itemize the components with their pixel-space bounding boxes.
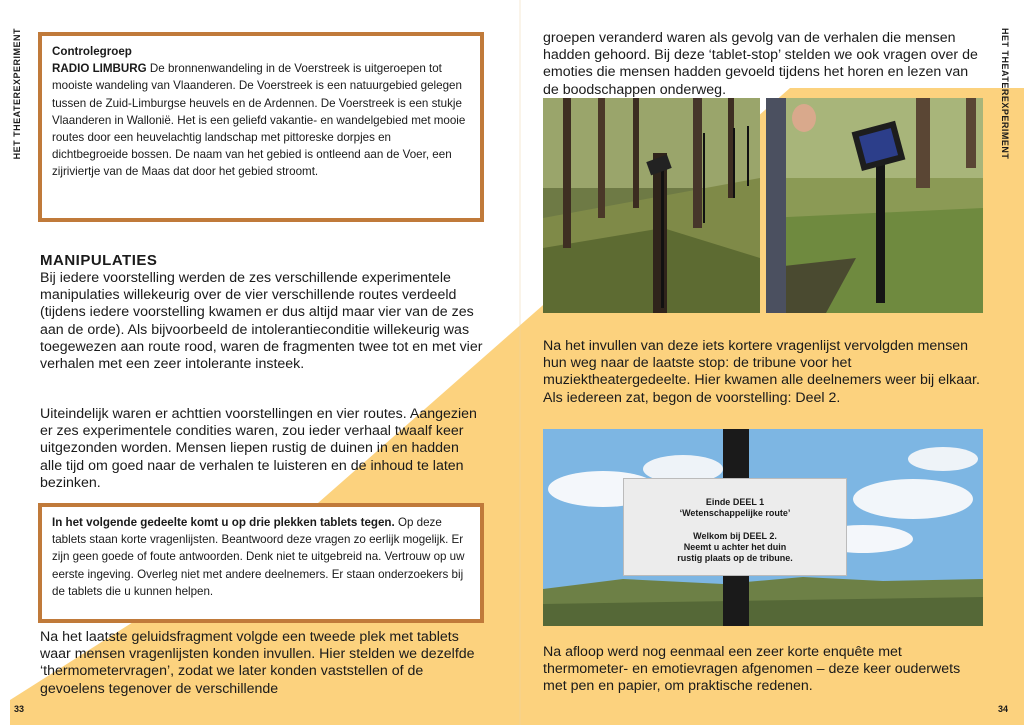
left-running-header: HET THEATEREXPERIMENT	[12, 28, 22, 160]
box-source: RADIO LIMBURG	[52, 62, 147, 76]
paragraph-geluidsfragment: Na het laatste geluidsfragment volgde een tweede plek met tablets waar mensen vragenlijsten konden invullen. Hier stelden we dezelfde ‘thermometervragen’, zodat we later konden vaststellen of de gevoelens tegenover de verschillende	[40, 629, 475, 697]
box-body	[52, 60, 470, 180]
controlegroep-box	[38, 32, 484, 222]
photo-forest-tablets	[543, 98, 760, 313]
box-title: Controlegroep	[52, 45, 132, 58]
section-heading: MANIPULATIES	[40, 252, 158, 269]
paragraph-afloop: Na afloop werd nog eenmaal een zeer korte enquête met thermometer- en emotievragen afgenomen – deze keer ouderwets met pen en papier, om praktische redenen.	[543, 644, 961, 695]
paragraph-tablet-stop: groepen veranderd waren als gevolg van de verhalen die mensen hadden gehoord. Bij deze ‘tablet-stop’ stelden we ook vragen over de emoties die mensen hadden gevoeld tijdens het horen en lezen van de boodschappen onderweg.	[543, 30, 978, 98]
paragraph-voorstellingen: Uiteindelijk waren er achttien voorstellingen en vier routes. Aangezien er zes experimentele condities waren, zou ieder verhaal twaalf keer uitgezonden worden. Mensen liepen rustig de duinen in en hadden alle tijd om goed naar de verhalen te luisteren en de inhoud te laten bezinken.	[40, 406, 477, 491]
sign-line-2: ‘Wetenschappelijke route’	[679, 508, 791, 518]
paragraph-tribune: Na het invullen van deze iets kortere vragenlijst vervolgden mensen hun weg naar de laatste stop: de tribune voor het muziektheatergedeelte. Hier kwamen alle deelnemers weer bij elkaar. Als iedereen zat, begon de voorstelling: Deel 2.	[543, 338, 980, 406]
sign-line-5: rustig plaats op de tribune.	[677, 553, 793, 563]
paragraph-manipulaties: Bij iedere voorstelling werden de zes verschillende experimentele manipulaties willekeurig over de vier verschillende routes verdeeld (tijdens iedere voorstelling kwamen er dus altijd maar vier van de zes aan de orde). Als bijvoorbeeld de intolerantieconditie willekeurig was toegewezen aan route rood, waren de fragmenten twee tot en met vier verhalen met een zeer intolerante insteek.	[40, 270, 483, 373]
sign-line-3: Welkom bij DEEL 2.	[693, 531, 777, 541]
sign-line-4: Neemt u achter het duin	[683, 542, 787, 552]
box2-text: Op deze tablets staan korte vragenlijsten. Beantwoord deze vragen zo eerlijk mogelijk. Er zijn geen goede of foute antwoorden. Denk niet te uitgebreid na. Vertrouw op uw eerste ingeving. Overleg niet met andere deelnemers. Er staan onderzoekers bij de tablets die u kunnen helpen.	[52, 516, 465, 598]
photo-tablet-stand	[766, 98, 983, 313]
sign-line-1: Einde DEEL 1	[705, 497, 765, 507]
right-page-number: 34	[998, 704, 1009, 714]
tablets-instruction-box	[38, 503, 484, 623]
box2-bold: In het volgende gedeelte komt u op drie plekken tablets tegen.	[52, 516, 395, 529]
left-page-number: 33	[14, 704, 25, 714]
route-sign	[623, 478, 847, 576]
box-text: De bronnenwandeling in de Voerstreek is uitgeroepen tot mooiste wandeling van Vlaanderen. De Voerstreek is een natuurgebied gelegen tussen de Zuid-Limburgse heuvels en de Ardennen. De Voerstreek is een stukje Vlaanderen in Wallonië. Het is een geliefd vakantie- en wandelgebied met mooie routes door een heuvelachtig landschap met pittoreske dorpjes en dichtbegroeide bossen. De naam van het gebied is ontleend aan de Voer, een zijriviertje van de Maas dat door het gebied stroomt.	[52, 62, 466, 179]
right-running-header: HET THEATEREXPERIMENT	[1000, 28, 1010, 160]
